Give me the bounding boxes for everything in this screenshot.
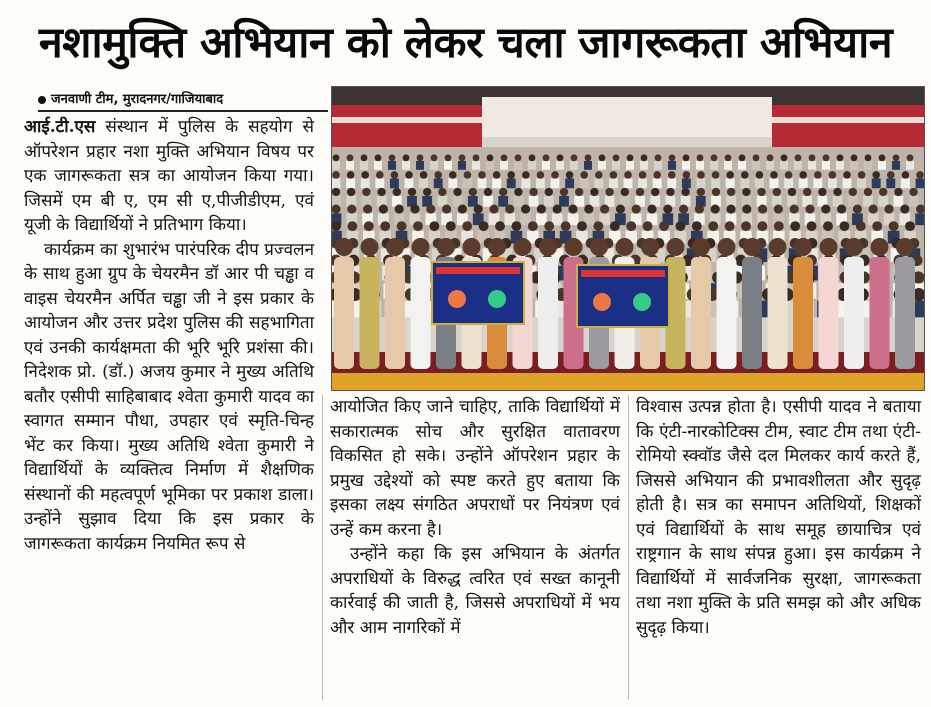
lead-word: आई.टी.एस: [24, 117, 96, 137]
bullet-icon: [38, 96, 46, 104]
awareness-banner-left: [432, 262, 524, 324]
column-divider: [322, 395, 323, 700]
paragraph: उन्होंने कहा कि इस अभियान के अंतर्गत अपराधियों के विरुद्ध त्वरित एवं सख्त कानूनी कार्रवाई की जाती है, जिससे अपराधियों में भय और आम नागरिकों में: [330, 544, 620, 638]
byline: [38, 89, 328, 112]
article-column-3: [636, 395, 921, 700]
paragraph: कार्यक्रम का शुभारंभ पारंपरिक दीप प्रज्वलन के साथ हुआ ग्रुप के चेयरमैन डॉ आर पी चड्ढा व वाइस चेयरमैन अर्पित चड्ढा जी ने इस प्रकार के आयोजन और उत्तर प्रदेश पुलिस की सहभागिता एवं उनकी कार्यक्षमता की भूरि भूरि प्रशंसा की। निदेशक प्रो. (डॉ.) अजय कुमार ने मुख्य अतिथि बतौर एसीपी साहिबाबाद श्वेता कुमारी यादव का स्वागत सम्मान पौधा, उपहार एवं स्मृति-चिन्ह भेंट कर किया। मुख्य अतिथि श्वेता कुमारी ने विद्यार्थियों के व्यक्तित्व निर्माण में शैक्षणिक संस्थानों की महत्वपूर्ण भूमिका पर प्रकाश डाला। उन्होंने सुझाव दिया कि इस प्रकार के जागरूकता कार्यक्रम नियमित रूप से: [24, 239, 314, 554]
paragraph-text: संस्थान में पुलिस के सहयोग से ऑपरेशन प्रहार नशा मुक्ति अभियान विषय पर एक जागरूकता सत्र का आयोजन किया गया।जिसमें एम बी ए, एम सी ए,पीजीडीएम, एवं यूजी के विद्यार्थियों ने प्रतिभाग किया।: [24, 117, 314, 235]
article-column-2: [330, 395, 620, 700]
group-photo-illustration: [332, 87, 924, 390]
headline: नशामुक्ति अभियान को लेकर चला जागरूकता अभियान: [38, 18, 893, 68]
paragraph: [24, 115, 314, 238]
byline-text: जनवाणी टीम, मुरादनगर/गाजियाबाद: [51, 92, 224, 107]
group-photo: [331, 86, 925, 391]
article-column-1: [24, 115, 314, 700]
column-divider: [628, 395, 629, 700]
awareness-banner-right: [577, 265, 669, 327]
paragraph: आयोजित किए जाने चाहिए, ताकि विद्यार्थियों में सकारात्मक सोच और सुरक्षित वातावरण विकसित हो सके। उन्होंने ऑपरेशन प्रहार के प्रमुख उद्देश्यों को स्पष्ट करते हुए बताया कि इसका लक्ष्य संगठित अपराधों पर नियंत्रण एवं उन्हें कम करना है।: [330, 397, 620, 540]
paragraph: विश्वास उत्पन्न होता है। एसीपी यादव ने बताया कि एंटी-नारकोटिक्स टीम, स्वाट टीम तथा एंटी-रोमियो स्क्वॉड जैसे दल मिलकर कार्य करते हैं, जिससे अभियान की प्रभावशीलता और सुदृढ़ होती है। सत्र का समापन अतिथियों, शिक्षकों एवं विद्यार्थियों के साथ समूह छायाचित्र एवं राष्ट्रगान के साथ संपन्न हुआ। इस कार्यक्रम ने विद्यार्थियों में सार्वजनिक सुरक्षा, जागरूकता तथा नशा मुक्ति के प्रति समझ को और अधिक सुदृढ़ किया।: [636, 397, 921, 638]
